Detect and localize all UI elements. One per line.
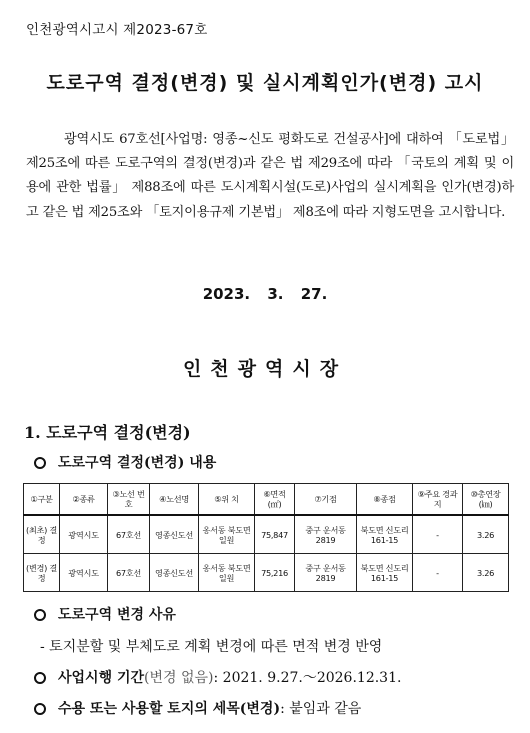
table-cell: 옹서동 북도면 일원 (199, 554, 255, 592)
table-cell: 북도면 신도리 161-15 (357, 554, 413, 592)
table-cell: - (413, 515, 463, 554)
table-cell: (변경) 결정 (24, 554, 60, 592)
circle-bullet-icon (34, 457, 46, 469)
table-row (24, 554, 509, 592)
table-cell: 옹서동 북도면 일원 (199, 515, 255, 554)
table-cell: 북도면 신도리 161-15 (357, 515, 413, 554)
subsection-reason-label: 도로구역 변경 사유 (58, 607, 176, 623)
table-cell: 3.26 (463, 554, 509, 592)
table-cell: 67호선 (108, 554, 150, 592)
table-cell: 3.26 (463, 515, 509, 554)
subsection-period (34, 667, 401, 687)
subsection-content (34, 452, 216, 472)
reason-text: - 토지분할 및 부체도로 계획 변경에 따른 면적 변경 반영 (40, 639, 383, 655)
subsection-reason (34, 604, 176, 624)
table-cell: 중구 운서동 2819 (295, 554, 357, 592)
table-header-cell: ⑥면적 (㎡) (255, 484, 295, 516)
table-row (24, 515, 509, 554)
table-header-cell: ②종류 (60, 484, 108, 516)
table-header-cell: ⑤위 치 (199, 484, 255, 516)
table-cell: 영종신도선 (150, 515, 199, 554)
table-cell: 광역시도 (60, 554, 108, 592)
circle-bullet-icon (34, 672, 46, 684)
notice-date: 2023. 3. 27. (202, 285, 328, 303)
land-label: 수용 또는 사용할 토지의 세목(변경) (58, 701, 281, 717)
period-label: 사업시행 기간 (58, 670, 145, 686)
document-title: 도로구역 결정(변경) 및 실시계획인가(변경) 고시 (46, 72, 484, 94)
table-header-cell: ⑩총연장 (㎞) (463, 484, 509, 516)
table-header-cell: ③노선 번호 (108, 484, 150, 516)
table-header-cell: ⑧종점 (357, 484, 413, 516)
table-cell: 중구 운서동 2819 (295, 515, 357, 554)
table-cell: 67호선 (108, 515, 150, 554)
table-header-row (24, 484, 509, 516)
circle-bullet-icon (34, 609, 46, 621)
issuer-name: 인천광역시장 (182, 358, 348, 380)
table-cell: 광역시도 (60, 515, 108, 554)
table-header-cell: ⑦기점 (295, 484, 357, 516)
circle-bullet-icon (34, 703, 46, 715)
period-note: (변경 없음) (144, 670, 214, 686)
table-cell: 영종신도선 (150, 554, 199, 592)
subsection-content-label: 도로구역 결정(변경) 내용 (58, 455, 217, 471)
period-value: : 2021. 9.27.～2026.12.31. (213, 670, 402, 686)
road-zone-table (23, 483, 509, 592)
body-paragraph: 광역시도 67호선[사업명: 영종~신도 평화도로 건설공사]에 대하여 「도로법」 제25조에 따른 도로구역의 결정(변경)과 같은 법 제29조에 따라 「국토의 계획 및 이용에 관한 법률」 제88조에 따른 도시계획시설(도로)사업의 실시계획을 인가(변경)하고 같은 법 제25조와 「토지이용규제 기본법」 제8조에 따라 지형도면을 고시합니다. (26, 132, 514, 220)
table-header-cell: ④노선명 (150, 484, 199, 516)
table-header-cell: ⑨주요 경과지 (413, 484, 463, 516)
section-heading: 1. 도로구역 결정(변경) (24, 423, 191, 442)
table-cell: 75,216 (255, 554, 295, 592)
table-cell: (최초) 결정 (24, 515, 60, 554)
table-cell: 75,847 (255, 515, 295, 554)
land-value: : 붙임과 같음 (280, 701, 362, 717)
notice-number: 인천광역시고시 제2023-67호 (26, 22, 208, 38)
table-header-cell: ①구분 (24, 484, 60, 516)
subsection-land (34, 698, 361, 718)
table-cell: - (413, 554, 463, 592)
